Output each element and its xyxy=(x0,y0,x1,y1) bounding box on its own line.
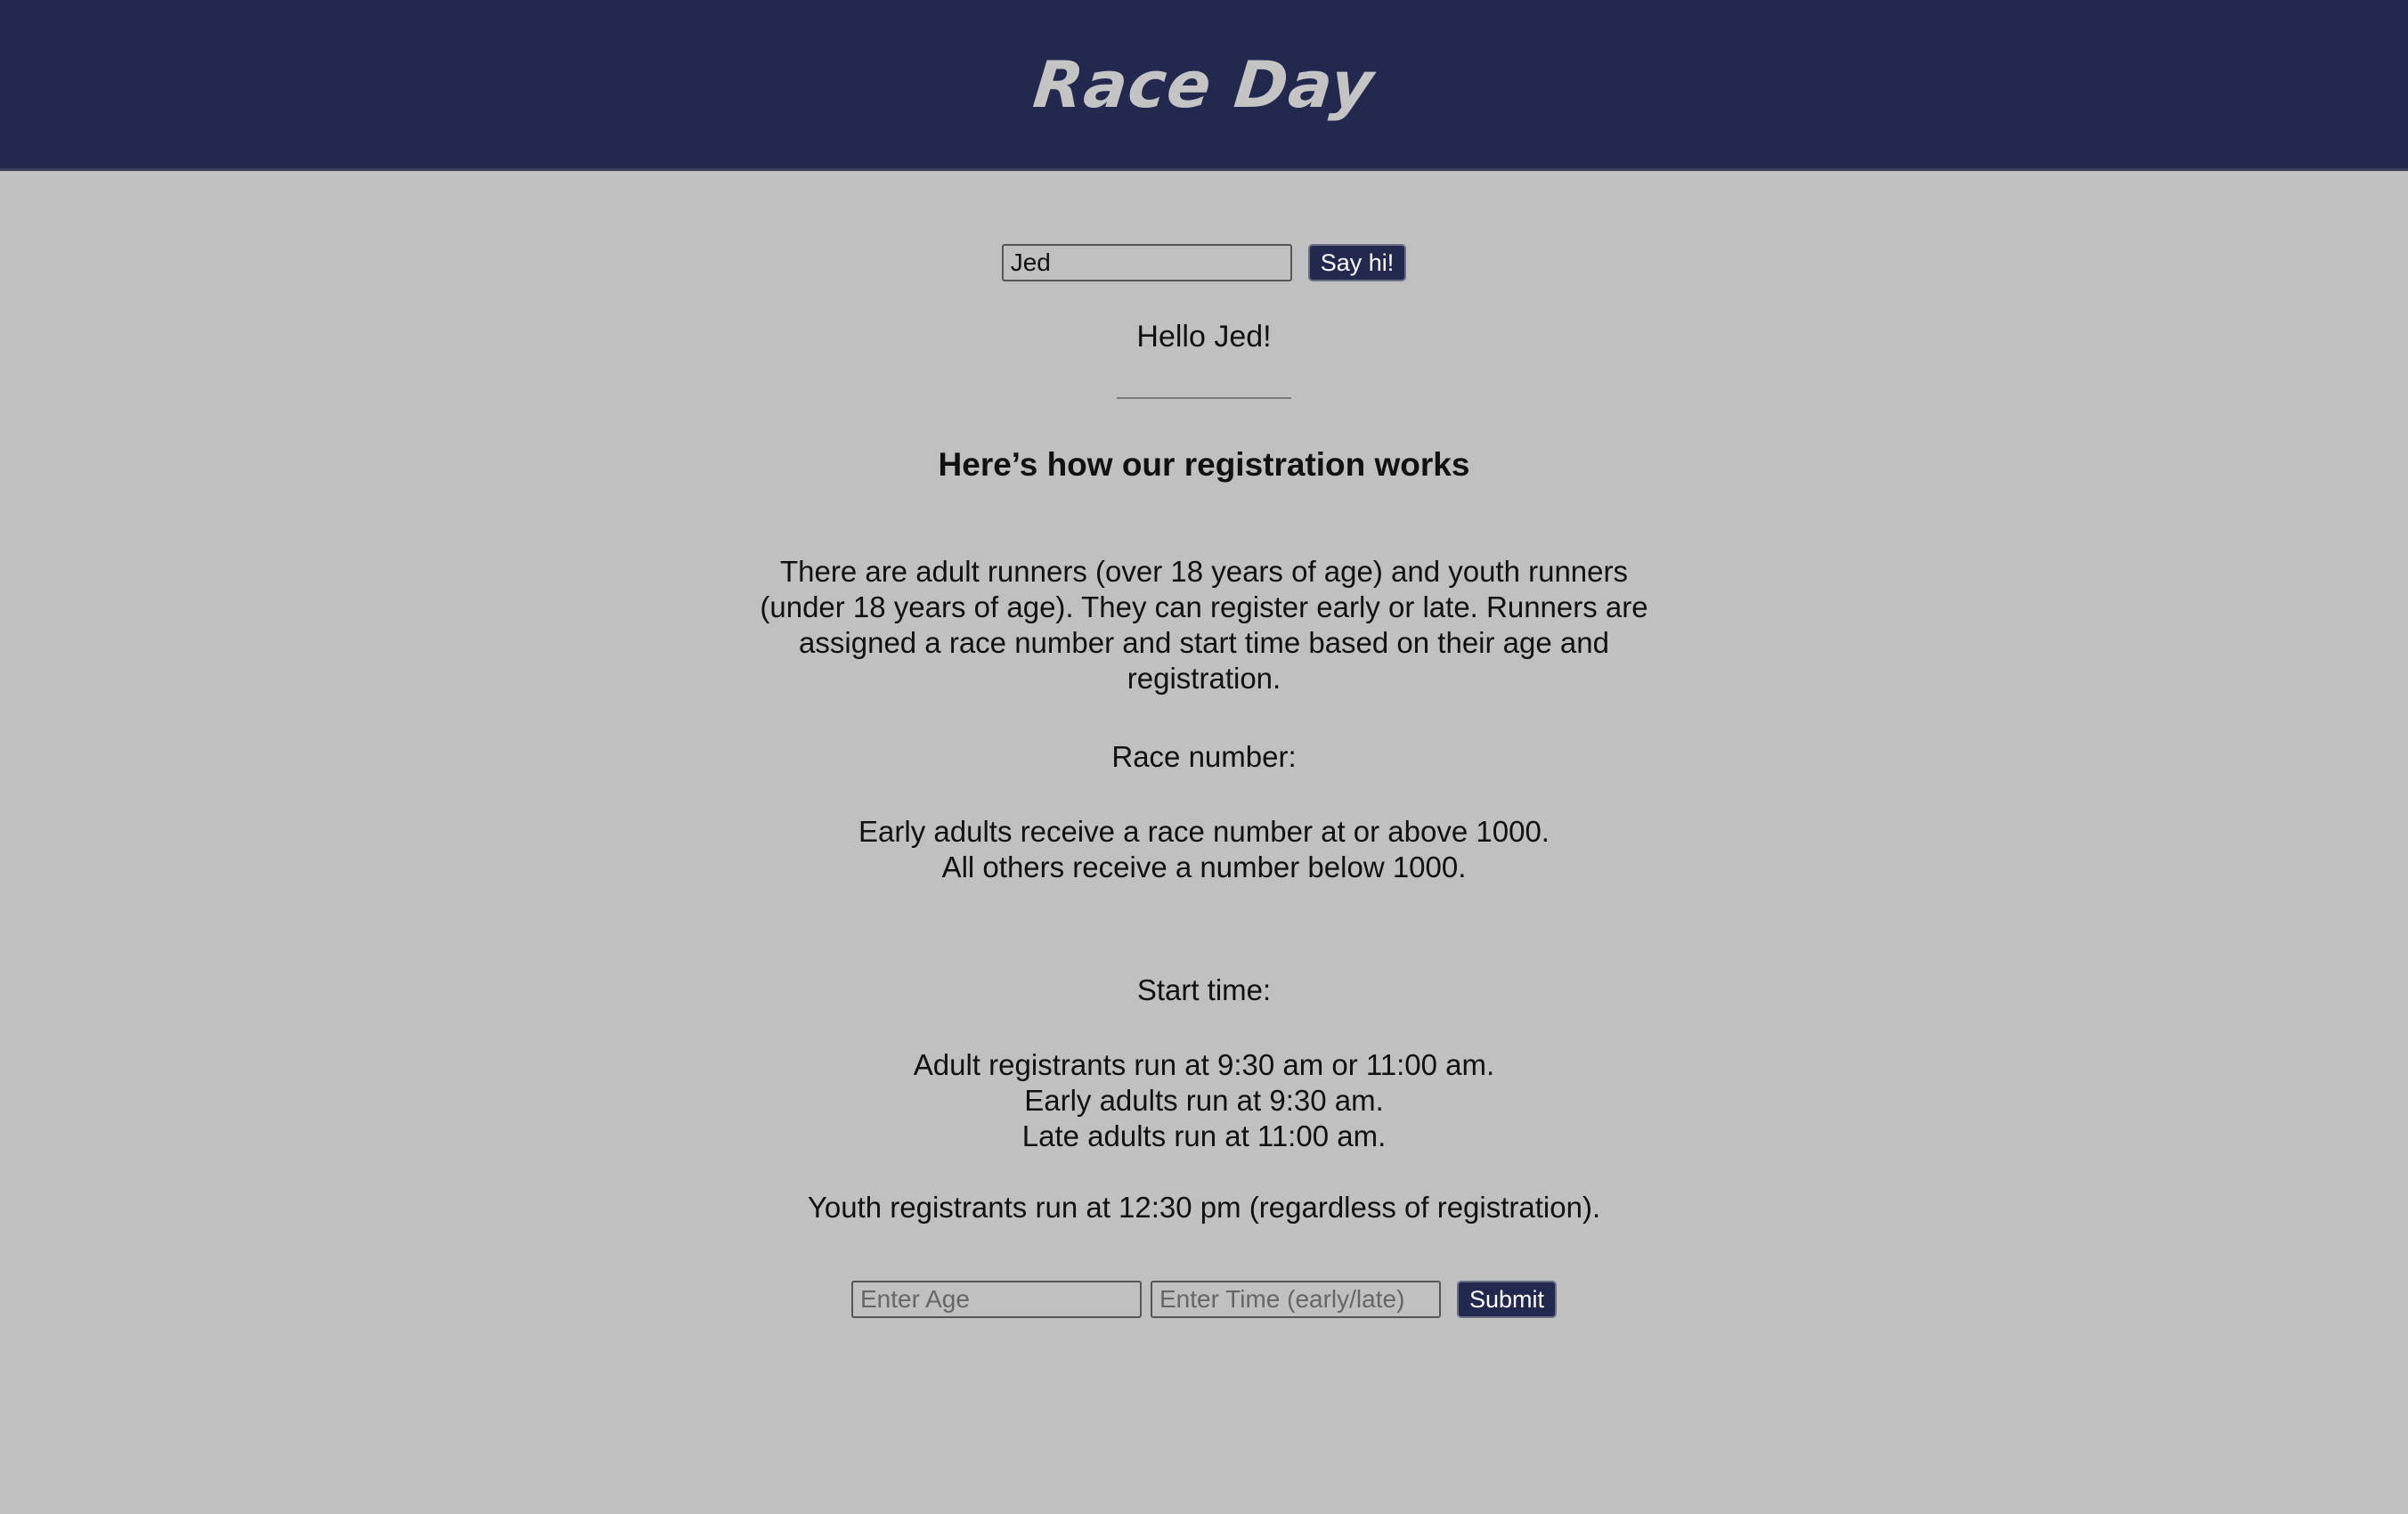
page-header xyxy=(0,0,2408,171)
race-number-label: Race number: xyxy=(1111,740,1297,773)
start-time-rule: Adult registrants run at 9:30 am or 11:00 am. xyxy=(913,1048,1495,1081)
race-number-rule: All others receive a number below 1000. xyxy=(941,851,1467,883)
registration-heading: Here’s how our registration works xyxy=(938,446,1470,483)
registration-intro: There are adult runners (over 18 years of age) and youth runners (under 18 years of age). They can register early or late. Runners are assigned a race number and start time based on their age and registration. xyxy=(760,555,1648,695)
start-time-rule: Late adults run at 11:00 am. xyxy=(1021,1119,1387,1152)
greeting-form xyxy=(0,244,2408,281)
greeting-message: Hello Jed! xyxy=(1136,320,1272,354)
race-number-rules xyxy=(754,814,1654,885)
say-hi-button[interactable]: Say hi! xyxy=(1308,244,1407,281)
youth-start-rule: Youth registrants run at 12:30 pm (regardless of registration). xyxy=(807,1191,1601,1224)
race-number-rule: Early adults receive a race number at or above 1000. xyxy=(858,815,1550,848)
age-input[interactable] xyxy=(851,1281,1142,1318)
registration-time-input[interactable] xyxy=(1151,1281,1441,1318)
page-title: Race Day xyxy=(1029,46,1379,122)
name-input[interactable] xyxy=(1002,244,1292,281)
start-time-label: Start time: xyxy=(1136,973,1272,1006)
main-content xyxy=(0,244,2408,1318)
registration-form xyxy=(0,1281,2408,1318)
section-divider xyxy=(1117,397,1291,399)
start-time-rule: Early adults run at 9:30 am. xyxy=(1024,1084,1384,1117)
start-time-rules xyxy=(754,1047,1654,1154)
submit-button[interactable]: Submit xyxy=(1457,1281,1557,1318)
